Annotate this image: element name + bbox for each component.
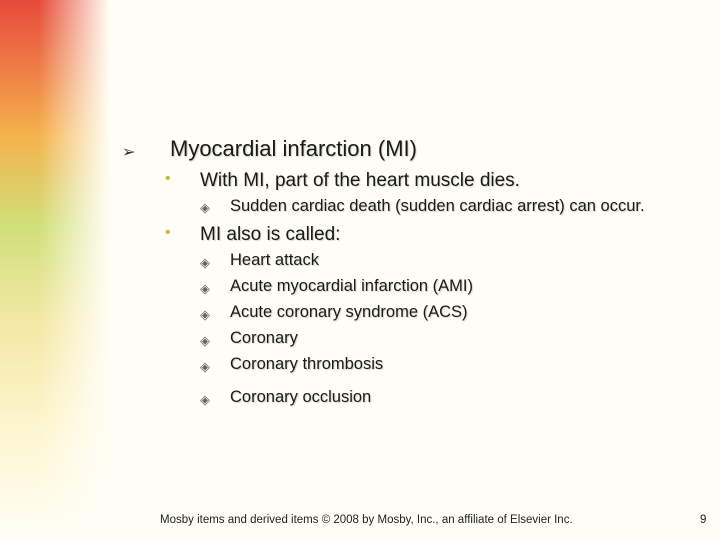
dot-bullet-icon: • — [165, 170, 171, 187]
list-item: Heart attack — [230, 251, 319, 269]
square-bullet-icon: ◈ — [200, 392, 210, 407]
list-item: Coronary thrombosis — [230, 355, 384, 373]
square-bullet-icon: ◈ — [200, 255, 210, 270]
square-bullet-icon: ◈ — [200, 200, 210, 215]
point-text: MI also is called: — [200, 224, 341, 245]
square-bullet-icon: ◈ — [200, 307, 210, 322]
copyright-footer: Mosby items and derived items © 2008 by Mosby, Inc., an affiliate of Elsevier Inc. — [160, 514, 573, 526]
subpoint-text: Sudden cardiac death (sudden cardiac arrest) can occur. — [230, 197, 645, 215]
square-bullet-icon: ◈ — [200, 333, 210, 348]
list-item: Coronary occlusion — [230, 388, 372, 406]
list-item: Acute coronary syndrome (ACS) — [230, 303, 468, 321]
list-item: Coronary — [230, 329, 298, 347]
point-text: With MI, part of the heart muscle dies. — [200, 170, 520, 191]
page-number: 9 — [700, 514, 707, 526]
square-bullet-icon: ◈ — [200, 281, 210, 296]
dot-bullet-icon: • — [165, 224, 171, 241]
list-item: Acute myocardial infarction (AMI) — [230, 277, 473, 295]
square-bullet-icon: ◈ — [200, 359, 210, 374]
slide-heading: Myocardial infarction (MI) — [170, 136, 417, 161]
arrow-bullet-icon: ➢ — [122, 144, 136, 161]
